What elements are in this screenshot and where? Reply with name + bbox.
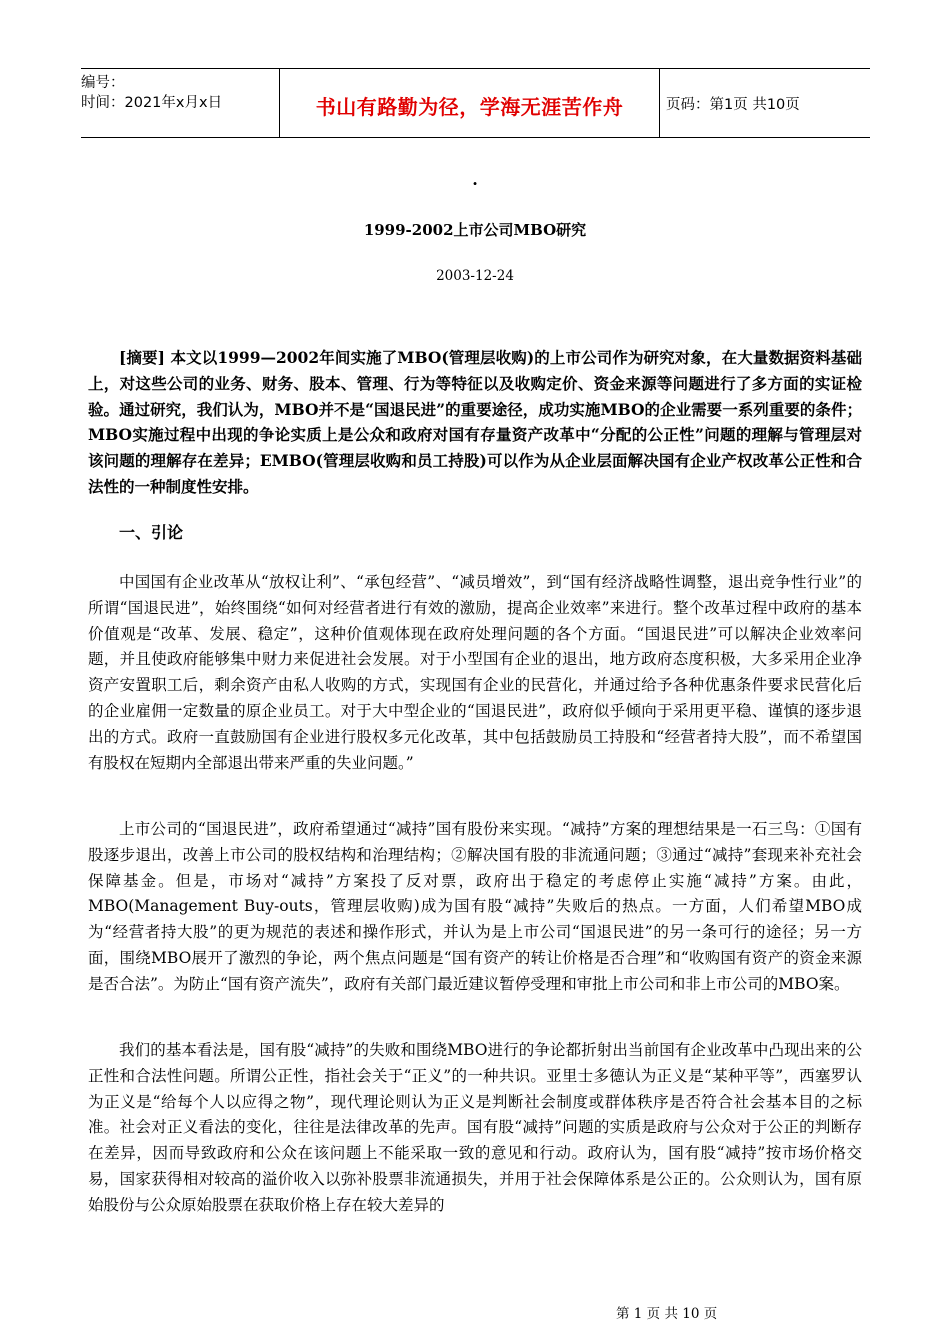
document-date: 2003-12-24 xyxy=(436,268,514,284)
section-heading: 一、引论 xyxy=(119,523,184,542)
separator-dot: . xyxy=(472,170,478,189)
body-paragraph: 上市公司的“国退民进”，政府希望通过“减持”国有股份来实现。“减持”方案的理想结果是一石三鸟：①国有股逐步退出，改善上市公司的股权结构和治理结构；②解决国有股的非流通问题；③通过“减持”套现来补充社会保障基金。但是，市场对“减持”方案投了反对票，政府出于稳定的考虑停止实施“减持”方案。由此，MBO(Management Buy-outs，管理层收购)成为国有股“减持”失败后的热点。一方面，人们希望MBO成为“经营者持大股”的更为规范的表述和操作形式，并认为是上市公司“国退民进”的另一条可行的途径；另一方面，围绕MBO展开了激烈的争论，两个焦点问题是“国有资产的转让价格是否合理”和“收购国有资产的资金来源是否合法”。为防止“国有资产流失”，政府有关部门最近建议暂停受理和审批上市公司和非上市公司的MBO案。 xyxy=(88,820,862,993)
abstract-paragraph: [摘要] 本文以1999—2002年间实施了MBO(管理层收购)的上市公司作为研究对象，在大量数据资料基础上，对这些公司的业务、财务、股本、管理、行为等特征以及收购定价、资金来源等问题进行了多方面的实证检验。通过研究，我们认为，MBO并不是“国退民进”的重要途径，成功实施MBO的企业需要一系列重要的条件；MBO实施过程中出现的争论实质上是公众和政府对国有存量资产改革中“分配的公正性”问题的理解与管理层对该问题的理解存在差异；EMBO(管理层收购和员工持股)可以作为从企业层面解决国有企业产权改革公正性和合法性的一种制度性安排。 xyxy=(88,348,862,496)
document-title: 1999-2002上市公司MBO研究 xyxy=(363,221,587,239)
header-page-info: 页码：第1页 共10页 xyxy=(666,97,800,113)
body-paragraph: 我们的基本看法是，国有股“减持”的失败和围绕MBO进行的争论都折射出当前国有企业改革中凸现出来的公正性和合法性问题。所谓公正性，指社会关于“正义”的一种共识。亚里士多德认为正义是“某种平等”，西塞罗认为正义是“给每个人以应得之物”，现代理论则认为正义是判断社会制度或群体秩序是否符合社会基本目的之标准。社会对正义看法的变化，往往是法律改革的先声。国有股“减持”问题的实质是政府与公众对于公正的判断存在差异，因而导致政府和公众在该问题上不能采取一致的意见和行动。政府认为，国有股“减持”按市场价格交易，国家获得相对较高的溢价收入以弥补股票非流通损失，并用于社会保障体系是公正的。公众则认为，国有原始股份与公众原始股票在获取价格上存在较大差异的 xyxy=(88,1041,862,1214)
body-paragraph: 中国国有企业改革从“放权让利”、“承包经营”、“减员增效”，到“国有经济战略性调整，退出竞争性行业”的所谓“国退民进”，始终围绕“如何对经营者进行有效的激励，提高企业效率”来进行。整个改革过程中政府的基本价值观是“改革、发展、稳定”，这种价值观体现在政府处理问题的各个方面。“国退民进”可以解决企业效率问题，并且使政府能够集中财力来促进社会发展。对于小型国有企业的退出，地方政府态度积极，大多采用企业净资产安置职工后，剩余资产由私人收购的方式，实现国有企业的民营化，并通过给予各种优惠条件要求民营化后的企业雇佣一定数量的原企业员工。对于大中型企业的“国退民进”，政府似乎倾向于采用更平稳、谨慎的逐步退出的方式。政府一直鼓励国有企业进行股权多元化改革，其中包括鼓励员工持股和“经营者持大股”，而不希望国有股权在短期内全部退出带来严重的失业问题。” xyxy=(88,573,862,772)
page-footer: 第 1 页 共 10 页 xyxy=(616,1306,718,1322)
header-page-cell xyxy=(660,69,870,137)
motto-text: 书山有路勤为径，学海无涯苦作舟 xyxy=(315,95,624,119)
number-label: 编号： xyxy=(81,75,125,91)
document-header xyxy=(81,68,870,138)
header-meta-cell xyxy=(81,69,280,137)
header-motto-cell xyxy=(280,69,660,137)
time-label: 时间：2021年x月x日 xyxy=(81,95,223,111)
